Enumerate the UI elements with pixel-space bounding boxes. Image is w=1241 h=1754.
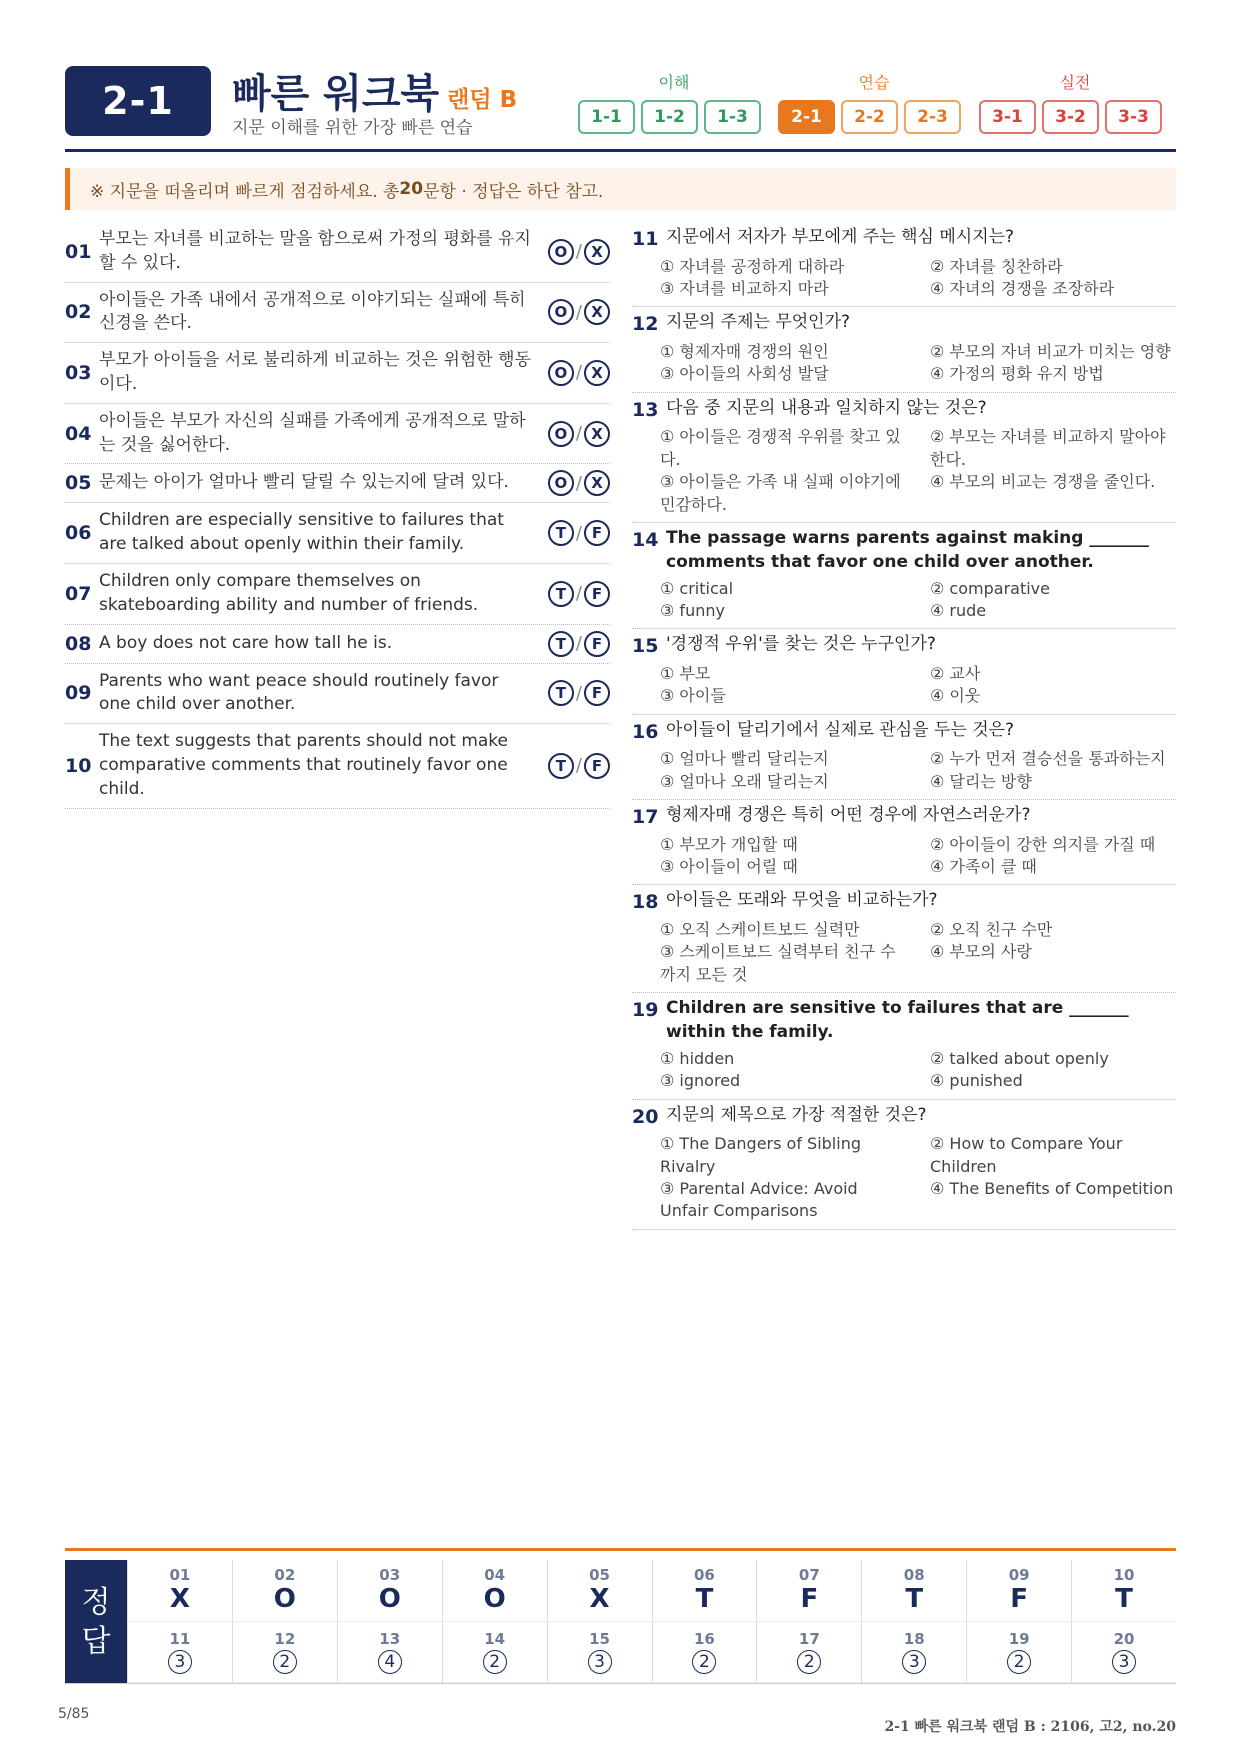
mcq-question — [632, 222, 1176, 307]
option-item[interactable]: ① 얼마나 빨리 달리는지 — [660, 749, 829, 769]
option-item[interactable]: ④ rude — [930, 600, 987, 620]
question-number: 08 — [65, 632, 92, 655]
step-group-understand — [578, 100, 761, 134]
question-text: Parents who want peace should routinely favor one child over another. — [99, 670, 499, 715]
question-number: 09 — [65, 682, 92, 705]
title-sub: 랜덤 B — [447, 87, 518, 113]
ox-item — [65, 404, 610, 465]
slash-divider: / — [575, 522, 582, 544]
answer-grid — [127, 1560, 1176, 1683]
option-item[interactable]: ④ 이웃 — [930, 686, 981, 706]
stage-label-real: 실전 — [1059, 73, 1091, 92]
answer-cell — [756, 1560, 861, 1622]
answer-value: O — [378, 1584, 401, 1615]
question-number: 15 — [632, 635, 659, 658]
question-text: 부모가 아이들을 서로 불리하게 비교하는 것은 위험한 행동이다. — [99, 350, 531, 394]
answer-number: 13 — [379, 1629, 401, 1648]
question-text: 지문의 제목으로 가장 적절한 것은? — [666, 1104, 927, 1125]
answer-value: O — [273, 1584, 296, 1615]
question-number: 03 — [65, 361, 92, 384]
option-o-circle[interactable]: O — [548, 239, 574, 265]
question-number: 02 — [65, 301, 92, 324]
option-list — [632, 919, 1176, 986]
option-x-circle[interactable]: X — [584, 239, 610, 265]
answer-number: 10 — [1113, 1566, 1135, 1585]
answer-value: 3 — [1112, 1650, 1136, 1674]
answer-number: 04 — [484, 1566, 506, 1585]
answer-number: 17 — [798, 1629, 820, 1648]
question-number: 17 — [632, 806, 659, 829]
answer-number: 03 — [379, 1566, 401, 1585]
question-head — [632, 311, 1176, 338]
answer-value: 2 — [797, 1650, 821, 1674]
slash-divider: / — [575, 362, 582, 384]
unit-badge: 2-1 — [65, 66, 211, 136]
option-list — [632, 748, 1176, 793]
mcq-question — [632, 885, 1176, 993]
option-f-circle[interactable]: F — [584, 680, 610, 706]
answer-number: 12 — [274, 1629, 296, 1648]
question-head — [632, 226, 1176, 253]
option-list — [632, 1048, 1176, 1093]
step-group-practice — [778, 100, 961, 134]
ox-item — [65, 625, 610, 664]
answer-value: 2 — [483, 1650, 507, 1674]
option-list — [632, 426, 1176, 516]
option-t-circle[interactable]: T — [548, 753, 574, 779]
option-item[interactable]: ② 부모는 자녀를 비교하지 말아야 한다. — [930, 427, 1166, 469]
answer-value: 3 — [902, 1650, 926, 1674]
option-item[interactable]: ④ 부모의 비교는 경쟁을 줄인다. — [930, 472, 1156, 492]
answer-cell — [337, 1622, 442, 1684]
option-item[interactable]: ④ 달리는 방향 — [930, 771, 1032, 791]
question-number: 11 — [632, 228, 659, 250]
option-f-circle[interactable]: F — [584, 753, 610, 779]
option-t-circle[interactable]: T — [548, 680, 574, 706]
option-item[interactable]: ③ 아이들은 가족 내 실패 이야기에 민감하다. — [660, 472, 901, 514]
notice-post: 문항 · 정답은 하단 참고. — [423, 181, 604, 202]
slash-divider: / — [575, 682, 582, 704]
answer-cell — [966, 1560, 1071, 1622]
answer-value: T — [905, 1584, 924, 1615]
question-number: 18 — [632, 891, 659, 914]
mcq-question-list — [632, 222, 1176, 1230]
option-o-circle[interactable]: O — [548, 360, 574, 386]
option-x-circle[interactable]: X — [584, 470, 610, 496]
question-text: '경쟁적 우위'를 찾는 것은 누구인가? — [666, 634, 936, 655]
option-o-circle[interactable]: O — [548, 299, 574, 325]
option-item[interactable]: ③ ignored — [660, 1071, 741, 1091]
ox-item — [65, 464, 610, 503]
option-o-circle[interactable]: O — [548, 421, 574, 447]
answer-cell — [1071, 1560, 1176, 1622]
option-item[interactable]: ② talked about openly — [930, 1048, 1109, 1068]
question-number: 01 — [65, 240, 92, 263]
question-text: 부모는 자녀를 비교하는 말을 함으로써 가정의 평화를 유지할 수 있다. — [99, 229, 531, 273]
answer-key — [65, 1560, 1176, 1684]
ox-item — [65, 664, 610, 725]
option-t-circle[interactable]: T — [548, 581, 574, 607]
answer-value: 3 — [588, 1650, 612, 1674]
question-head — [632, 997, 1176, 1045]
question-head — [632, 719, 1176, 746]
option-item[interactable]: ② 아이들이 강한 의지를 가질 때 — [930, 834, 1156, 854]
answer-number: 11 — [169, 1629, 191, 1648]
question-number: 10 — [65, 754, 92, 777]
option-item[interactable]: ③ 아이들이 어릴 때 — [660, 857, 798, 877]
answer-value: 2 — [1007, 1650, 1031, 1674]
step-button-3-2[interactable]: 3-2 — [1042, 100, 1099, 134]
ox-item — [65, 283, 610, 344]
ox-question-list — [65, 222, 610, 809]
option-f-circle[interactable]: F — [584, 581, 610, 607]
step-button-3-1[interactable]: 3-1 — [979, 100, 1036, 134]
option-item[interactable]: ① 부모 — [660, 663, 711, 683]
question-head — [632, 889, 1176, 916]
answer-options — [540, 581, 610, 607]
question-number: 14 — [632, 528, 659, 551]
answer-cell — [547, 1560, 652, 1622]
answer-cell — [652, 1622, 757, 1684]
answer-number: 14 — [484, 1629, 506, 1648]
question-head — [632, 397, 1176, 424]
answer-options — [540, 421, 610, 447]
answer-options — [540, 631, 610, 657]
option-item[interactable]: ① 부모가 개입할 때 — [660, 834, 798, 854]
option-list — [632, 256, 1176, 301]
step-button-2-3[interactable]: 2-3 — [904, 100, 961, 134]
option-item[interactable]: ④ 부모의 사랑 — [930, 942, 1032, 962]
question-text: 아이들은 가족 내에서 공개적으로 이야기되는 실패에 특히 신경을 쓴다. — [99, 289, 526, 334]
mcq-question — [632, 715, 1176, 800]
step-button-2-1[interactable]: 2-1 — [778, 100, 835, 134]
question-head — [632, 1104, 1176, 1131]
answer-number: 06 — [694, 1566, 715, 1585]
step-group-real — [979, 100, 1162, 134]
answer-options — [540, 299, 610, 325]
question-number: 04 — [65, 422, 92, 445]
header-divider — [65, 149, 1176, 152]
notice-pre: ※ 지문을 떠올리며 빠르게 점검하세요. 총 — [90, 181, 400, 202]
option-list — [632, 341, 1176, 386]
option-t-circle[interactable]: T — [548, 520, 574, 546]
option-item[interactable]: ② 자녀를 칭찬하라 — [930, 256, 1063, 276]
stage-label-understand: 이해 — [658, 73, 690, 92]
answer-options — [540, 470, 610, 496]
answer-number: 02 — [274, 1566, 296, 1585]
answer-cell — [127, 1560, 232, 1622]
answer-number: 01 — [169, 1566, 191, 1585]
option-list — [632, 1133, 1176, 1223]
answer-number: 16 — [694, 1629, 715, 1648]
slash-divider: / — [575, 633, 582, 655]
mcq-question — [632, 800, 1176, 885]
page-title — [232, 62, 517, 119]
option-item[interactable]: ④ The Benefits of Competition — [930, 1178, 1174, 1198]
question-text: 다음 중 지문의 내용과 일치하지 않는 것은? — [666, 397, 987, 418]
answer-cell — [756, 1622, 861, 1684]
answer-cell — [442, 1560, 547, 1622]
option-item[interactable]: ③ 스케이트보드 실력부터 친구 수까지 모든 것 — [660, 942, 896, 984]
option-item[interactable]: ② 부모의 자녀 비교가 미치는 영향 — [930, 341, 1171, 361]
option-item[interactable]: ② How to Compare Your Children — [930, 1134, 1123, 1176]
notice-count: 20 — [399, 179, 424, 199]
answer-number: 15 — [589, 1629, 610, 1648]
answer-value: 2 — [273, 1650, 297, 1674]
step-button-1-2[interactable]: 1-2 — [641, 100, 698, 134]
ox-item — [65, 343, 610, 404]
answer-cell — [861, 1560, 966, 1622]
slash-divider: / — [575, 755, 582, 777]
option-x-circle[interactable]: X — [584, 421, 610, 447]
answer-value: 3 — [168, 1650, 192, 1674]
mcq-question — [632, 993, 1176, 1099]
step-button-3-3[interactable]: 3-3 — [1105, 100, 1162, 134]
page-subtitle: 지문 이해를 위한 가장 빠른 연습 — [232, 118, 473, 138]
mcq-question — [632, 1100, 1176, 1230]
answer-number: 20 — [1113, 1629, 1135, 1648]
option-item[interactable]: ① The Dangers of Sibling Rivalry — [660, 1134, 861, 1176]
answer-label-bottom: 답 — [81, 1623, 111, 1659]
answer-cell — [232, 1622, 337, 1684]
option-list — [632, 834, 1176, 879]
question-text: A boy does not care how tall he is. — [99, 632, 393, 653]
option-item[interactable]: ④ 가족이 클 때 — [930, 857, 1037, 877]
answer-number: 09 — [1008, 1566, 1030, 1585]
option-t-circle[interactable]: T — [548, 631, 574, 657]
question-text: Children only compare themselves on skateboarding ability and number of friends. — [99, 570, 479, 615]
step-button-1-3[interactable]: 1-3 — [704, 100, 761, 134]
mcq-question — [632, 307, 1176, 392]
option-list — [632, 663, 1176, 708]
answer-options — [540, 680, 610, 706]
answer-cell — [1071, 1622, 1176, 1684]
question-text: 아이들은 또래와 무엇을 비교하는가? — [666, 890, 938, 911]
question-text: 아이들이 달리기에서 실제로 관심을 두는 것은? — [666, 719, 1015, 740]
question-text: 아이들은 부모가 자신의 실패를 가족에게 공개적으로 말하는 것을 싫어한다. — [99, 410, 526, 455]
slash-divider: / — [575, 583, 582, 605]
answer-value: X — [169, 1584, 190, 1615]
option-list — [632, 578, 1176, 623]
option-item[interactable]: ③ 아이들의 사회성 발달 — [660, 364, 829, 384]
answer-value: F — [1010, 1584, 1029, 1615]
option-item[interactable]: ④ punished — [930, 1071, 1023, 1091]
question-number: 20 — [632, 1105, 659, 1128]
answer-divider — [65, 1548, 1176, 1551]
question-head — [632, 633, 1176, 660]
mcq-question — [632, 629, 1176, 714]
answer-cell — [652, 1560, 757, 1622]
option-item[interactable]: ① 오직 스케이트보드 실력만 — [660, 920, 860, 939]
slash-divider: / — [575, 423, 582, 445]
slash-divider: / — [575, 472, 582, 494]
option-x-circle[interactable]: X — [584, 360, 610, 386]
answer-cell — [442, 1622, 547, 1684]
mcq-question — [632, 393, 1176, 523]
answer-value: T — [1115, 1584, 1133, 1615]
mcq-question — [632, 523, 1176, 629]
answer-label — [65, 1560, 127, 1683]
option-item[interactable]: ① 아이들은 경쟁적 우위를 찾고 있다. — [660, 427, 901, 469]
option-item[interactable]: ① hidden — [660, 1048, 735, 1068]
slash-divider: / — [575, 301, 582, 323]
question-text: 지문에서 저자가 부모에게 주는 핵심 메시지는? — [666, 227, 1015, 247]
answer-cell — [547, 1622, 652, 1684]
question-text: The text suggests that parents should not make comparative comments that routinely favor one child. — [99, 731, 508, 799]
question-number: 05 — [65, 472, 92, 495]
option-item[interactable]: ② 오직 친구 수만 — [930, 920, 1053, 939]
answer-options — [540, 753, 610, 779]
slash-divider: / — [575, 241, 582, 263]
answer-value: 4 — [378, 1650, 402, 1674]
answer-value: F — [800, 1584, 819, 1615]
option-item[interactable]: ③ 아이들 — [660, 686, 726, 706]
question-head — [632, 804, 1176, 831]
answer-cell — [861, 1622, 966, 1684]
option-item[interactable]: ① 자녀를 공정하게 대하라 — [660, 256, 845, 276]
answer-cell — [337, 1560, 442, 1622]
answer-value: T — [695, 1584, 714, 1615]
option-f-circle[interactable]: F — [584, 520, 610, 546]
option-item[interactable]: ① critical — [660, 578, 734, 598]
page-number: 5/85 — [58, 1706, 90, 1722]
option-item[interactable]: ② 교사 — [930, 663, 981, 683]
step-button-2-2[interactable]: 2-2 — [841, 100, 898, 134]
question-text: 문제는 아이가 얼마나 빨리 달릴 수 있는지에 달려 있다. — [99, 472, 509, 493]
option-item[interactable]: ② 누가 먼저 결승선을 통과하는지 — [930, 749, 1166, 769]
answer-number: 18 — [903, 1629, 925, 1648]
question-number: 06 — [65, 522, 92, 545]
option-item[interactable]: ① 형제자매 경쟁의 원인 — [660, 341, 829, 361]
question-text: The passage warns parents against making _______ comments that favor one child over another. — [666, 527, 1149, 572]
option-item[interactable]: ④ 가정의 평화 유지 방법 — [930, 364, 1104, 384]
answer-cell — [232, 1560, 337, 1622]
answer-value: O — [483, 1584, 506, 1615]
answer-options — [540, 360, 610, 386]
step-button-1-1[interactable]: 1-1 — [578, 100, 635, 134]
question-number: 13 — [632, 398, 659, 421]
option-x-circle[interactable]: X — [584, 299, 610, 325]
ox-item — [65, 222, 610, 283]
answer-number: 05 — [589, 1566, 610, 1585]
option-o-circle[interactable]: O — [548, 470, 574, 496]
answer-cell — [966, 1622, 1071, 1684]
question-number: 16 — [632, 720, 659, 743]
stage-label-practice: 연습 — [858, 73, 890, 92]
ox-item — [65, 564, 610, 625]
option-item[interactable]: ③ 자녀를 비교하지 마라 — [660, 278, 829, 298]
option-item[interactable]: ③ 얼마나 오래 달리는지 — [660, 771, 829, 791]
question-number: 07 — [65, 582, 92, 605]
answer-value: 2 — [692, 1650, 716, 1674]
answer-label-top: 정 — [81, 1584, 111, 1620]
answer-value: X — [589, 1584, 610, 1615]
option-f-circle[interactable]: F — [584, 631, 610, 657]
question-text: 형제자매 경쟁은 특히 어떤 경우에 자연스러운가? — [666, 805, 1031, 826]
question-text: Children are sensitive to failures that are _______ within the family. — [666, 998, 1129, 1042]
ox-item — [65, 503, 610, 564]
ox-item — [65, 724, 610, 808]
instruction-notice — [65, 168, 1176, 210]
answer-number: 07 — [798, 1566, 820, 1585]
answer-options — [540, 520, 610, 546]
option-item[interactable]: ③ Parental Advice: Avoid Unfair Comparisons — [660, 1178, 858, 1221]
title-main: 빠른 워크북 — [232, 71, 440, 117]
question-number: 12 — [632, 313, 659, 336]
answer-options — [540, 239, 610, 265]
question-text: 지문의 주제는 무엇인가? — [666, 312, 851, 333]
option-item[interactable]: ② comparative — [930, 578, 1050, 598]
question-number: 19 — [632, 999, 659, 1022]
option-item[interactable]: ③ funny — [660, 600, 725, 620]
option-item[interactable]: ④ 자녀의 경쟁을 조장하라 — [930, 278, 1115, 298]
answer-cell — [127, 1622, 232, 1684]
question-text: Children are especially sensitive to failures that are talked about openly within their family. — [99, 510, 504, 555]
question-head — [632, 527, 1176, 575]
source-note: 2-1 빠른 워크북 랜덤 B : 2106, 고2, no.20 — [884, 1719, 1176, 1735]
answer-number: 08 — [903, 1566, 925, 1585]
answer-number: 19 — [1008, 1629, 1030, 1648]
